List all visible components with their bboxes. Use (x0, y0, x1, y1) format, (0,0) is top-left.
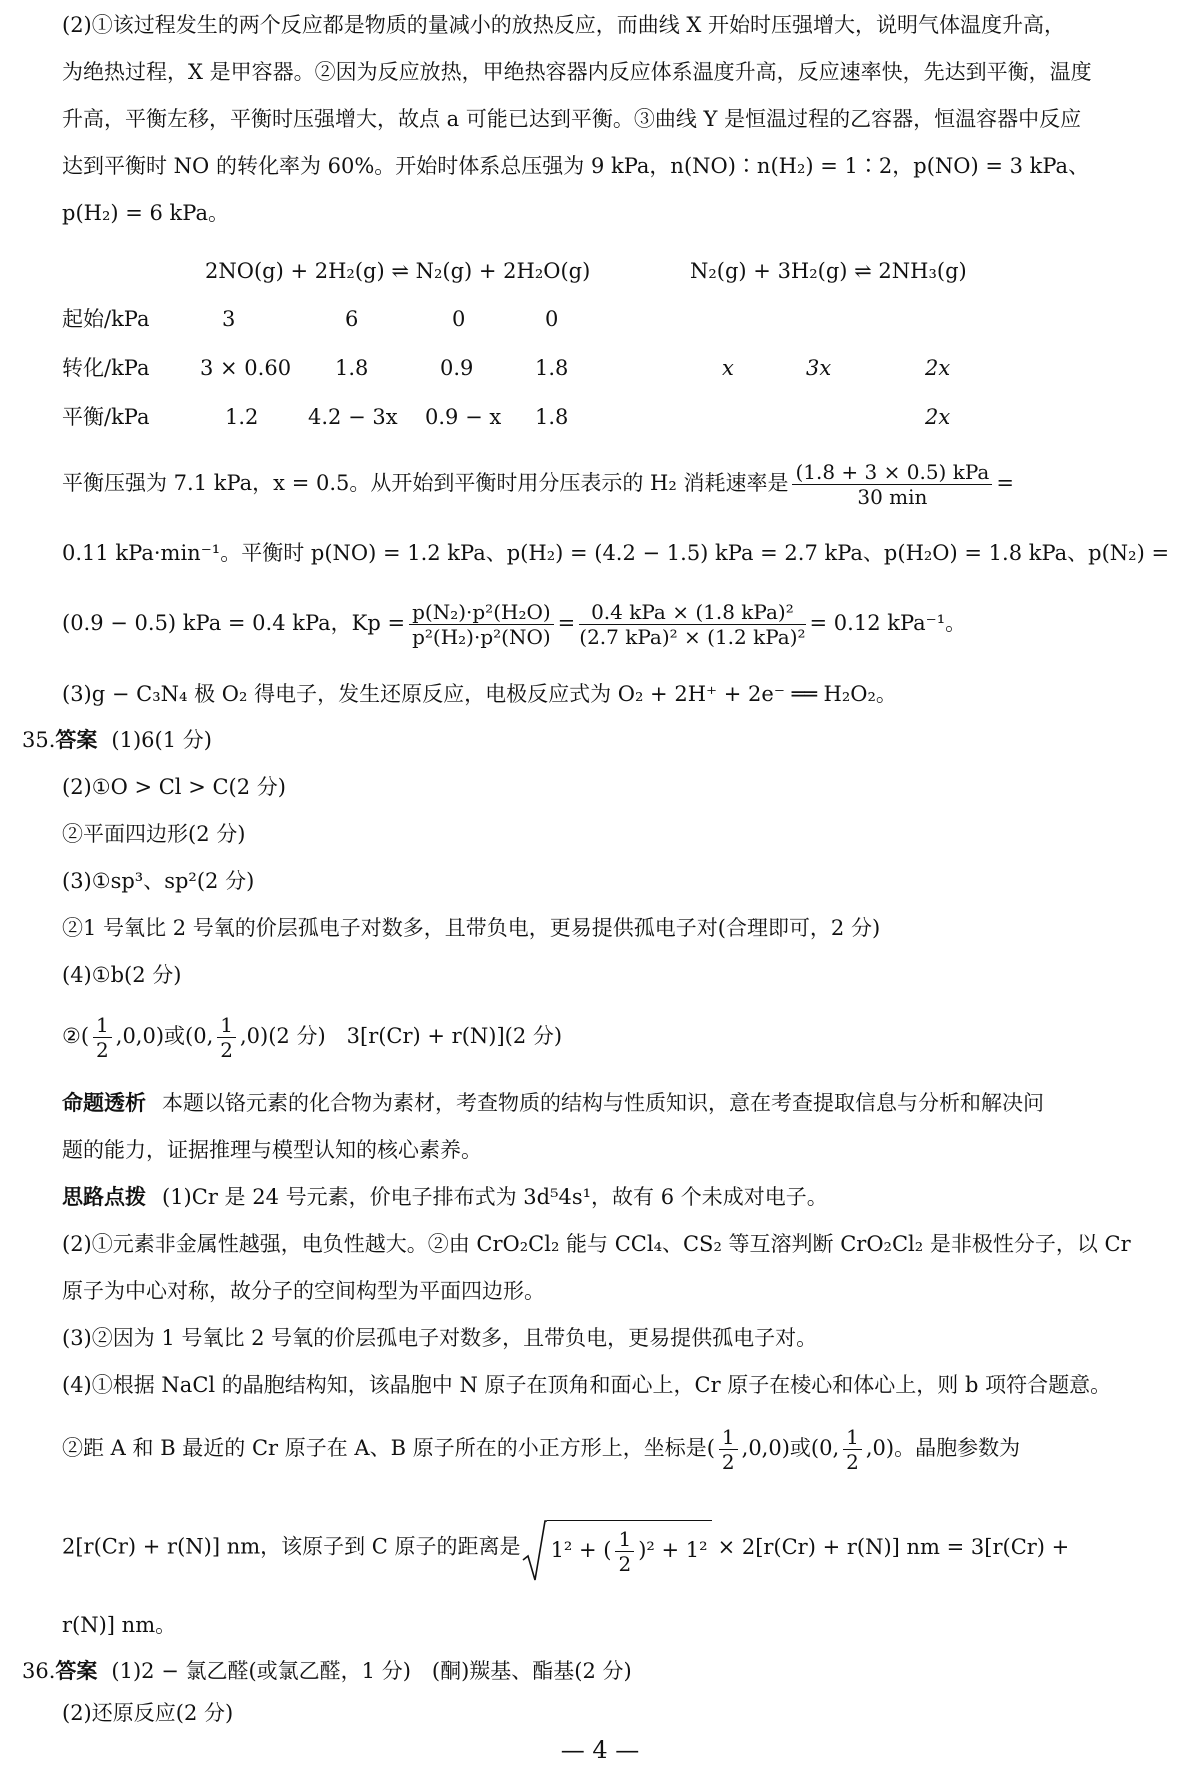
answer-line-coordinates (62, 1013, 562, 1062)
answer-text: ②( (62, 1024, 90, 1048)
kp-line (62, 600, 966, 649)
answer-label: 答案 (55, 728, 98, 752)
kp-fraction (409, 600, 554, 649)
analysis-label: 命题透析 (62, 1091, 146, 1115)
text-line: (2)①该过程发生的两个反应都是物质的量减小的放热反应，而曲线 X 开始时压强增大，说明气体温度升高， (62, 13, 1066, 37)
square-root (521, 1520, 712, 1576)
table-cell: x (722, 356, 734, 380)
text-line: 升高，平衡左移，平衡时压强增大，故点 a 可能已达到平衡。③曲线 Y 是恒温过程的乙容器，恒温容器中反应 (62, 107, 1082, 131)
row-label: 起始/kPa (62, 307, 150, 331)
hint-text: ,0,0)或(0, (741, 1436, 840, 1460)
answer-text: ,0,0)或(0, (115, 1024, 214, 1048)
hint-line: (2)①元素非金属性越强，电负性越大。②由 CrO₂Cl₂ 能与 CCl₄、CS₂ 等互溶判断 CrO₂Cl₂ 是非极性分子，以 Cr (62, 1232, 1131, 1256)
equals-sign: = (996, 471, 1014, 495)
analysis-line: 题的能力，证据推理与模型认知的核心素养。 (62, 1138, 482, 1162)
table-cell: 0.9 (440, 356, 474, 380)
row-label: 转化/kPa (62, 356, 150, 380)
fraction-half (217, 1013, 236, 1062)
fraction-denominator: p²(H₂)·p²(NO) (412, 625, 551, 649)
fraction-denominator: 30 min (857, 485, 928, 509)
fraction-denominator: 2 (846, 1450, 859, 1474)
text-line: 达到平衡时 NO 的转化率为 60%。开始时体系总压强为 9 kPa，n(NO)∶n(H₂) = 1∶2，p(NO) = 3 kPa、 (62, 154, 1090, 178)
radical-sign (521, 1520, 547, 1584)
fraction-numerator: 1 (719, 1425, 738, 1450)
table-cell: 2x (925, 356, 951, 380)
rate-line (62, 460, 1014, 509)
fraction-denominator: 2 (721, 1450, 735, 1474)
table-cell: 3 × 0.60 (200, 356, 292, 380)
table-cell: 3 (222, 307, 236, 331)
fraction-half (93, 1013, 112, 1062)
hint-line: r(N)] nm。 (62, 1613, 177, 1637)
hint-text: × 2[r(Cr) + r(N)] nm = 3[r(Cr) + (717, 1534, 1070, 1559)
text-line: (3)g − C₃N₄ 极 O₂ 得电子，发生还原反应，电极反应式为 O₂ + 2H⁺ + 2e⁻ ══ H₂O₂。 (62, 682, 897, 706)
answer-line: (4)①b(2 分) (62, 963, 182, 987)
table-cell: 0 (452, 307, 466, 331)
hint-line-coordinates (62, 1425, 1020, 1474)
answer-line: (3)①sp³、sp²(2 分) (62, 869, 255, 893)
hint-text: ②距 A 和 B 最近的 Cr 原子在 A、B 原子所在的小正方形上，坐标是( (62, 1436, 715, 1460)
hint-text: (1)Cr 是 24 号元素，价电子排布式为 3d⁵4s¹，故有 6 个未成对电子。 (162, 1185, 828, 1209)
fraction-numerator: 1 (217, 1013, 236, 1038)
hint-label: 思路点拨 (62, 1185, 146, 1209)
answer-line: (2)①O > Cl > C(2 分) (62, 775, 286, 799)
hint-line: (4)①根据 NaCl 的晶胞结构知，该晶胞中 N 原子在顶角和面心上，Cr 原子在棱心和体心上，则 b 项符合题意。 (62, 1373, 1112, 1397)
answer-text: (1)2 − 氯乙醛(或氯乙醛，1 分) (酮)羰基、酯基(2 分) (111, 1659, 632, 1683)
question-number: 35. (22, 728, 56, 752)
table-cell: 2x (925, 405, 951, 429)
hint-text: 2[r(Cr) + r(N)] nm，该原子到 C 原子的距离是 (62, 1534, 521, 1559)
equation-1: 2NO(g) + 2H₂(g) ⇌ N₂(g) + 2H₂O(g) (205, 259, 591, 283)
table-cell: 1.8 (535, 356, 569, 380)
radicand-text: )² + 1² (638, 1538, 708, 1562)
table-cell: 1.8 (335, 356, 369, 380)
text-line: p(H₂) = 6 kPa。 (62, 201, 229, 225)
table-cell: 0.9 − x (425, 405, 502, 429)
table-cell: 4.2 − 3x (308, 405, 398, 429)
hint-text: ,0)。晶胞参数为 (865, 1436, 1021, 1460)
page-number: — 4 — (560, 1736, 640, 1764)
question-35-answer (22, 727, 212, 753)
radicand (547, 1520, 712, 1576)
fraction-denominator: 2 (96, 1038, 109, 1062)
answer-text: ,0)(2 分) 3[r(Cr) + r(N)](2 分) (240, 1024, 563, 1048)
hint-line: 原子为中心对称，故分子的空间构型为平面四边形。 (62, 1279, 545, 1303)
table-cell: 1.2 (225, 405, 259, 429)
kp-text: (0.9 − 0.5) kPa = 0.4 kPa，Kp = (62, 611, 406, 635)
answer-text: (1)6(1 分) (111, 728, 212, 752)
kp-result: = 0.12 kPa⁻¹。 (809, 611, 967, 635)
fraction-denominator: 2 (220, 1038, 233, 1062)
text-line: 为绝热过程，X 是甲容器。②因为反应放热，甲绝热容器内反应体系温度升高，反应速率快，先达到平衡，温度 (62, 60, 1092, 84)
table-cell: 0 (545, 307, 559, 331)
fraction-numerator: 0.4 kPa × (1.8 kPa)² (579, 600, 805, 625)
answer-line: ②平面四边形(2 分) (62, 822, 246, 846)
fraction-numerator: 1 (615, 1527, 634, 1552)
question-36-answer (22, 1658, 632, 1684)
text-line: 0.11 kPa·min⁻¹。平衡时 p(NO) = 1.2 kPa、p(H₂) = (4.2 − 1.5) kPa = 2.7 kPa、p(H₂O) = 1.8 kPa、p(N₂) = (62, 541, 1170, 565)
hint-line-distance (62, 1520, 1069, 1576)
hint-line: (3)②因为 1 号氧比 2 号氧的价层孤电子对数多，且带负电，更易提供孤电子对。 (62, 1326, 818, 1350)
question-number: 36. (22, 1659, 56, 1683)
hint-line (62, 1184, 828, 1210)
fraction-half (843, 1425, 862, 1474)
equation-2: N₂(g) + 3H₂(g) ⇌ 2NH₃(g) (690, 259, 967, 283)
fraction-denominator: (2.7 kPa)² × (1.2 kPa)² (579, 625, 806, 649)
rate-text: 平衡压强为 7.1 kPa，x = 0.5。从开始到平衡时用分压表示的 H₂ 消耗速率是 (62, 471, 789, 495)
rate-fraction (792, 460, 992, 509)
table-cell: 6 (345, 307, 359, 331)
analysis-text: 本题以铬元素的化合物为素材，考查物质的结构与性质知识，意在考查提取信息与分析和解决问 (162, 1091, 1044, 1115)
kp-fraction-values (579, 600, 805, 649)
answer-line: (2)还原反应(2 分) (62, 1701, 234, 1725)
answer-line: ②1 号氧比 2 号氧的价层孤电子对数多，且带负电，更易提供孤电子对(合理即可，2 分) (62, 916, 881, 940)
fraction-numerator: p(N₂)·p²(H₂O) (409, 600, 554, 625)
fraction-half (615, 1527, 634, 1576)
fraction-numerator: 1 (93, 1013, 112, 1038)
row-label: 平衡/kPa (62, 405, 150, 429)
fraction-numerator: (1.8 + 3 × 0.5) kPa (792, 460, 992, 485)
equals-sign: = (557, 611, 576, 635)
analysis-line (62, 1090, 1044, 1116)
table-cell: 1.8 (535, 405, 569, 429)
answer-label: 答案 (55, 1659, 98, 1683)
radicand-text: 1² + ( (550, 1538, 612, 1562)
fraction-denominator: 2 (618, 1552, 632, 1576)
table-cell: 3x (806, 356, 832, 380)
fraction-half (719, 1425, 738, 1474)
fraction-numerator: 1 (843, 1425, 862, 1450)
